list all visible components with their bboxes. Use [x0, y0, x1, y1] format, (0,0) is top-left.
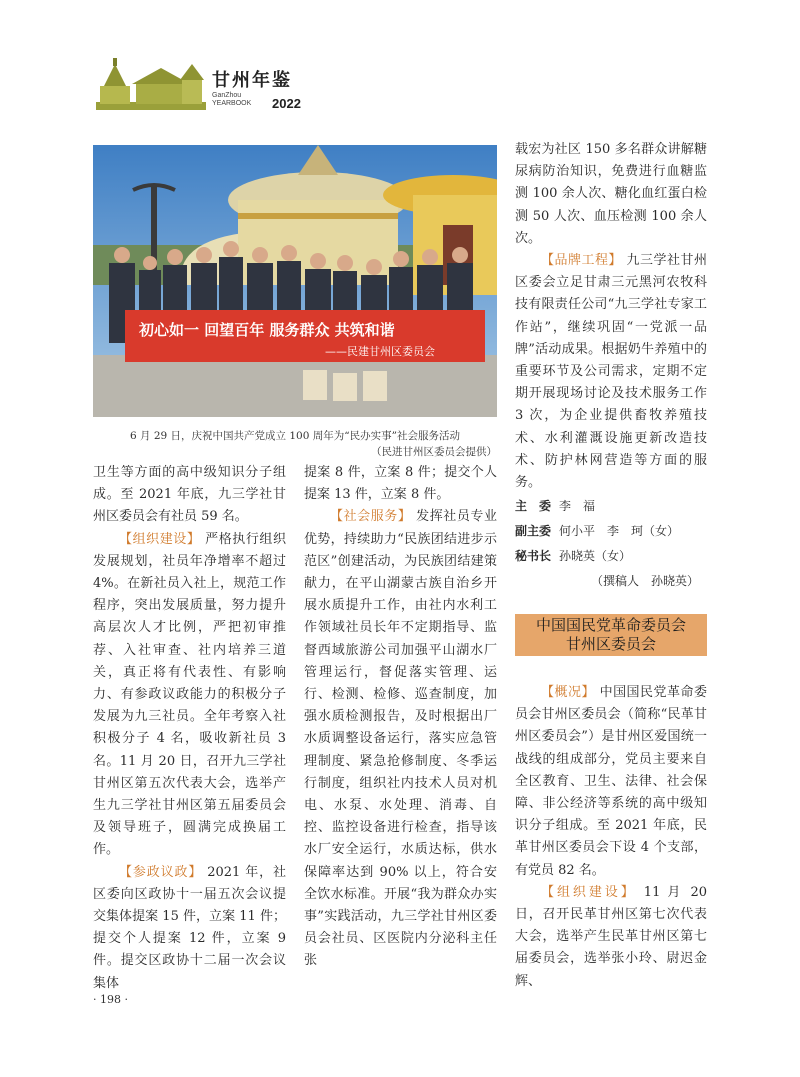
event-photo: [93, 145, 497, 417]
text-column-3-lower: [515, 682, 707, 993]
paragraph-body: 11 月 20 日，召开民革甘州区第七次代表大会，选举产生民革甘州区第七届委员会，选举张小玲、尉迟金辉、: [515, 884, 707, 989]
temple-illustration: [96, 58, 206, 110]
paragraph-body: 严格执行组织发展规划，社员年净增率不超过 4%。在新社员入社上，规范工作程序，突出发展质量，努力提升高层次人才比例，严把初审推荐、入社审查、社内培养三道关，真正将有代表性、有影响力、有参政议政能力的积极分子发展为九三社员。全年考察入社积极分子 4 名，吸收新社员 3 名。11 月 20 日，召开九三学社甘州区第五次代表大会，选举产生九三学社甘州区第五届委员会及领导班子，圆满完成换届工作。: [93, 531, 286, 858]
paragraph: 载宏为社区 150 多名群众讲解糖尿病防治知识，免费进行血糖监测 100 余人次、糖化血红蛋白检测 50 人次、血压检测 100 余人次。: [515, 142, 707, 246]
leadership-roster: [515, 494, 707, 569]
yearbook-logo-subtitle: [212, 92, 251, 108]
yearbook-year: 2022: [272, 96, 301, 111]
paragraph: 卫生等方面的高中级知识分子组成。至 2021 年底，九三学社甘州区委员会有社员 59 名。: [93, 465, 286, 525]
section-lead: 【组织建设】: [119, 531, 201, 547]
paragraph-body: 九三学社甘州区委会立足甘肃三元黑河农牧科技有限责任公司“九三学社专家工作站”，继续巩固“一党派一品牌”活动成果。根据奶牛养殖中的重要环节及公司需求，定期不定期开展现场讨论及技术服务工作 3 次，为企业提供畜牧养殖技术、水利灌溉设施更新改造技术、防护林网营造等方面的服务。: [515, 253, 707, 491]
roster-names: 李 福: [559, 499, 596, 514]
logo-sub-line1: GanZhou: [212, 92, 242, 99]
page-number: · 198 ·: [93, 993, 128, 1006]
section-lead: 【组织建设】: [541, 884, 637, 900]
paragraph-body: 2021 年，社区委向区政协十一届五次会议提交集体提案 15 件，立案 11 件；提交个人提案 12 件，立案 9 件。提交区政协十二届一次会议集体: [93, 864, 286, 991]
roster-title: 主 委: [515, 499, 552, 514]
section-lead: 【概况】: [541, 685, 595, 700]
yearbook-logo: 甘州年鉴: [212, 70, 292, 91]
roster-names: 何小平 李 珂（女）: [559, 524, 680, 539]
banner-text: 初心如一 回望百年 服务群众 共筑和谐: [139, 321, 395, 339]
roster-title: 副主委: [515, 524, 552, 539]
paragraph: [515, 250, 707, 494]
section-heading-line2: 甘州区委员会: [565, 635, 656, 653]
paragraph-body: 发挥社员专业优势，持续助力“民族团结进步示范区”创建活动，为民族团结建策献力，在平山湖蒙古族自治乡开展水质提升工作，由社内水利工作领域社员长年不定期指导、监督西域旅游公司加强平山湖水厂管理运行，督促落实管理、运行、检测、检修、巡查制度，加强水质检测报告，及时根据出厂水质调整设备运行，落实应急管理制度、紧急抢修制度、冬季运行制度，组织社内技术人员对机电、水泵、水处理、消毒、自控、监控设备进行检查，指导该水厂安全运行，水质达标，供水保障率达到 90% 以上，符合安全饮水标准。开展“我为群众办实事”实践活动，九三学社甘州区委员会社员、区医院内分泌科主任张: [304, 509, 497, 969]
banner-subtext: ——民建甘州区委员会: [325, 345, 435, 358]
paragraph: [93, 862, 286, 995]
text-column-3: [515, 139, 707, 594]
paragraph: [93, 529, 286, 862]
author-credit: （撰稿人 孙晓英）: [590, 574, 699, 589]
page-header: [0, 0, 800, 118]
paragraph-body: 中国国民党革命委员会甘州区委员会（简称“民革甘州区委员会”）是甘州区爱国统一战线的组成部分，党员主要来自全区教育、卫生、法律、社会保障、非公经济等系统的高中级知识分子组成。至 2021 年底，民革甘州区委员会下设 4 个支部，有党员 82 名。: [515, 685, 707, 878]
paragraph: [304, 506, 497, 972]
photo-caption: [93, 428, 497, 460]
roster-title: 秘书长: [515, 549, 552, 564]
logo-sub-line2: YEARBOOK: [212, 100, 252, 107]
caption-credit: （民进甘州区委员会提供）: [371, 446, 497, 458]
caption-line1: 6 月 29 日，庆祝中国共产党成立 100 周年为“民办实事”社会服务活动: [129, 430, 460, 442]
paragraph: [515, 682, 707, 882]
section-lead: 【社会服务】: [330, 509, 412, 525]
paragraph: 提案 8 件，立案 8 件；提交个人提案 13 件，立案 8 件。: [304, 465, 497, 503]
section-lead: 【参政议政】: [119, 864, 203, 880]
roster-row: [515, 519, 707, 544]
photo-illustration: [93, 145, 497, 417]
roster-row: [515, 494, 707, 519]
text-column-2: [304, 462, 497, 973]
text-column-1: [93, 462, 286, 995]
section-lead: 【品牌工程】: [541, 253, 622, 269]
roster-names: 孙晓英（女）: [559, 549, 632, 564]
paragraph: [515, 882, 707, 993]
section-heading-line1: 中国国民党革命委员会: [535, 616, 686, 634]
section-heading: [515, 614, 707, 656]
roster-row: [515, 544, 707, 569]
